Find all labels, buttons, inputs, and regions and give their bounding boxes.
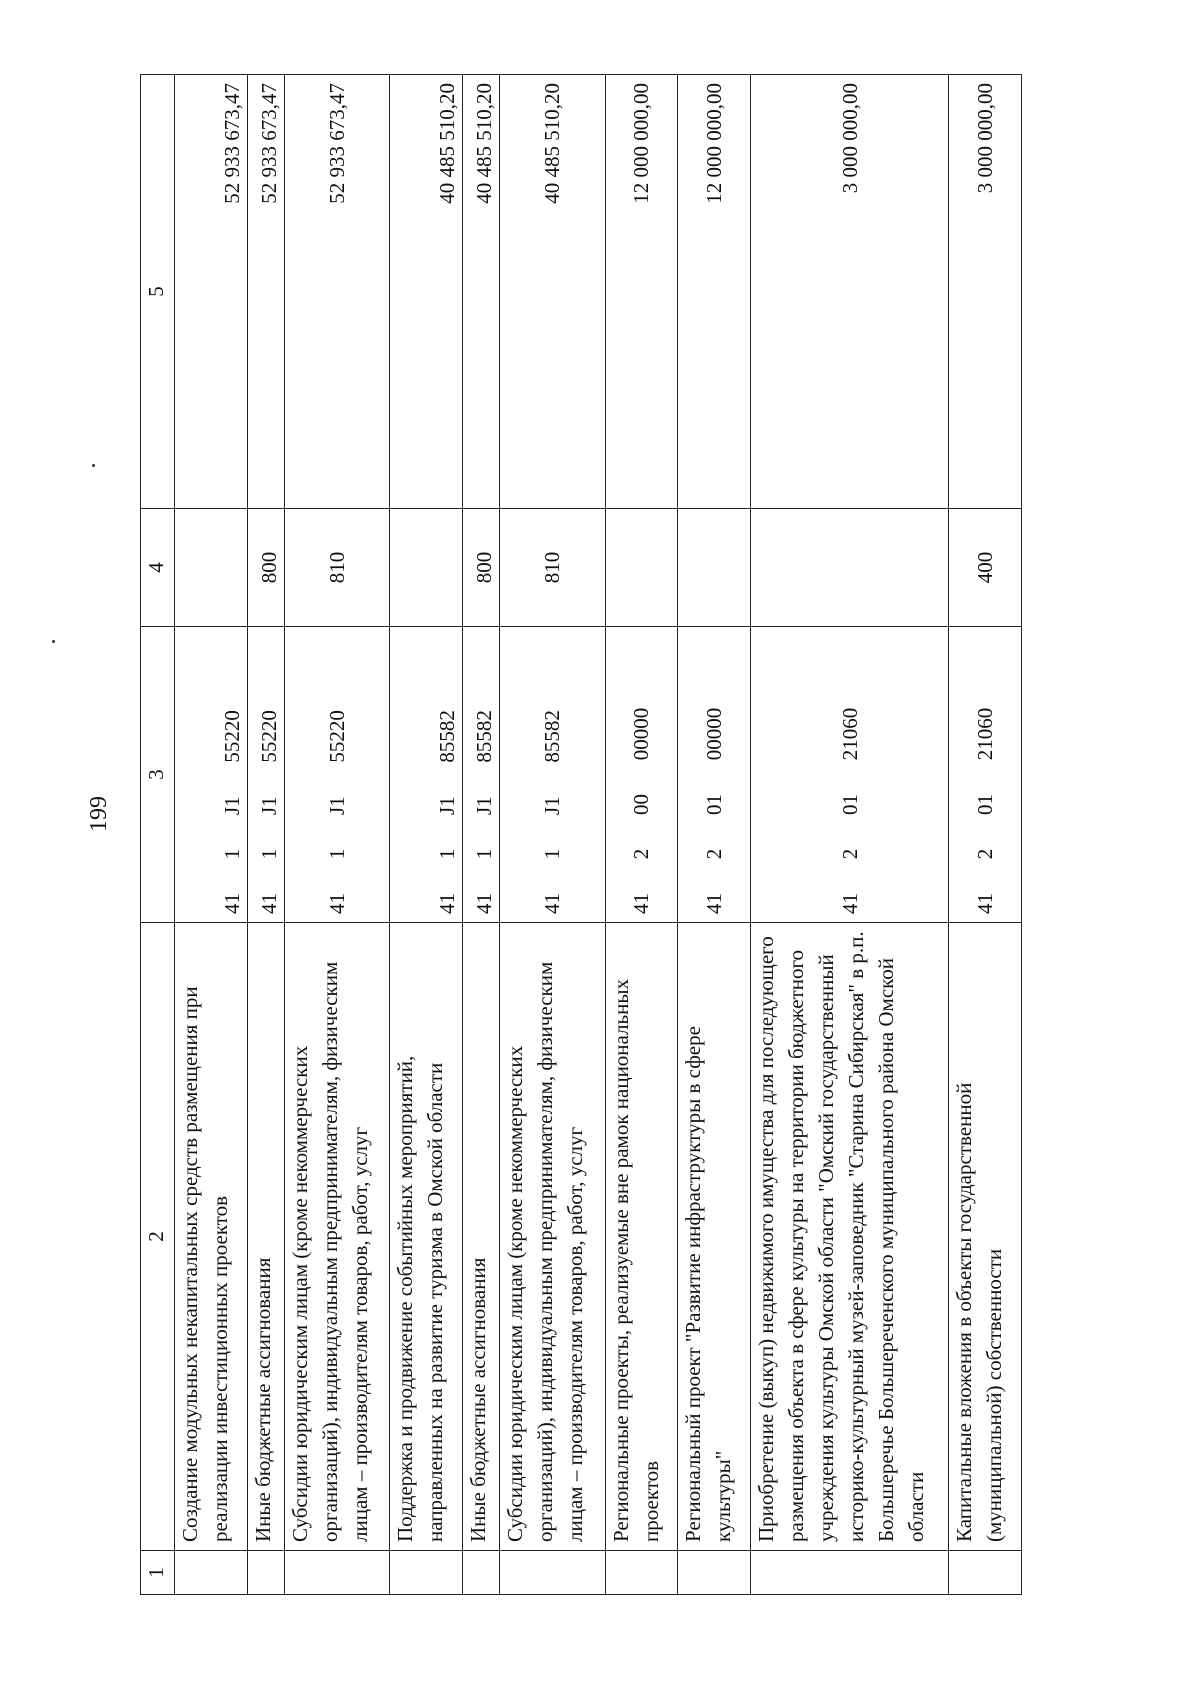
row-col-1 — [175, 1551, 248, 1595]
row-classification-code: 41 1 J1 55220 — [284, 627, 389, 923]
row-classification-code: 41 1 J1 85582 — [462, 627, 499, 923]
row-description: Приобретение (выкуп) недвижимого имущества для последующего размещения объекта в сфере культуры на территории бюджетного учреждения культуры Омской области "Омский государственный историко-культурный музей-заповедник "Старина Сибирская" в р.п. Большеречье Большереченского муниципального района Омской области — [750, 923, 949, 1551]
row-col-1 — [462, 1551, 499, 1595]
row-col-1 — [284, 1551, 389, 1595]
row-description: Капитальные вложения в объекты государственной (муниципальной) собственности — [949, 923, 1022, 1551]
row-amount: 3 000 000,00 — [750, 75, 949, 509]
row-amount: 3 000 000,00 — [949, 75, 1022, 509]
page-number: 199 — [86, 796, 112, 832]
row-description: Создание модульных некапитальных средств размещения при реализации инвестиционных проектов — [175, 923, 248, 1551]
scan-speck — [52, 640, 55, 643]
row-description: Иные бюджетные ассигнования — [247, 923, 284, 1551]
row-col-1 — [247, 1551, 284, 1595]
row-classification-code: 41 2 01 21060 — [949, 627, 1022, 923]
row-expense-type: 800 — [462, 509, 499, 627]
table-row — [949, 75, 1022, 1595]
table-row — [500, 75, 605, 1595]
budget-table — [140, 74, 1022, 1595]
row-classification-code: 41 1 J1 55220 — [247, 627, 284, 923]
row-amount: 12 000 000,00 — [605, 75, 678, 509]
row-description: Поддержка и продвижение событийных мероприятий, направленных на развитие туризма в Омской области — [390, 923, 463, 1551]
row-classification-code: 41 2 01 21060 — [750, 627, 949, 923]
row-classification-code: 41 2 01 00000 — [678, 627, 751, 923]
row-classification-code: 41 2 00 00000 — [605, 627, 678, 923]
table-row — [750, 75, 949, 1595]
table-row — [247, 75, 284, 1595]
row-description: Субсидии юридическим лицам (кроме некоммерческих организаций), индивидуальным предпринимателям, физическим лицам – производителям товаров, работ, услуг — [500, 923, 605, 1551]
row-expense-type — [390, 509, 463, 627]
row-col-1 — [678, 1551, 751, 1595]
header-col-3: 3 — [141, 627, 175, 923]
row-description: Иные бюджетные ассигнования — [462, 923, 499, 1551]
row-amount: 52 933 673,47 — [175, 75, 248, 509]
row-description: Региональный проект "Развитие инфраструктуры в сфере культуры" — [678, 923, 751, 1551]
budget-table-rotated — [140, 75, 1022, 1595]
header-col-2: 2 — [141, 923, 175, 1551]
row-col-1 — [500, 1551, 605, 1595]
table-row — [175, 75, 248, 1595]
header-col-5: 5 — [141, 75, 175, 509]
row-col-1 — [949, 1551, 1022, 1595]
row-expense-type: 810 — [284, 509, 389, 627]
row-expense-type — [750, 509, 949, 627]
header-col-4: 4 — [141, 509, 175, 627]
row-expense-type — [678, 509, 751, 627]
row-description: Субсидии юридическим лицам (кроме некоммерческих организаций), индивидуальным предпринимателям, физическим лицам – производителям товаров, работ, услуг — [284, 923, 389, 1551]
row-description: Региональные проекты, реализуемые вне рамок национальных проектов — [605, 923, 678, 1551]
table-row — [462, 75, 499, 1595]
row-expense-type: 400 — [949, 509, 1022, 627]
row-amount: 12 000 000,00 — [678, 75, 751, 509]
row-classification-code: 41 1 J1 85582 — [500, 627, 605, 923]
table-row — [605, 75, 678, 1595]
row-col-1 — [750, 1551, 949, 1595]
row-expense-type: 800 — [247, 509, 284, 627]
header-col-1: 1 — [141, 1551, 175, 1595]
row-expense-type — [175, 509, 248, 627]
scan-speck — [92, 464, 95, 467]
row-classification-code: 41 1 J1 55220 — [175, 627, 248, 923]
table-row — [390, 75, 463, 1595]
row-expense-type — [605, 509, 678, 627]
row-amount: 40 485 510,20 — [462, 75, 499, 509]
row-amount: 52 933 673,47 — [247, 75, 284, 509]
table-row — [678, 75, 751, 1595]
table-row — [284, 75, 389, 1595]
row-expense-type: 810 — [500, 509, 605, 627]
row-amount: 52 933 673,47 — [284, 75, 389, 509]
row-amount: 40 485 510,20 — [500, 75, 605, 509]
row-amount: 40 485 510,20 — [390, 75, 463, 509]
row-classification-code: 41 1 J1 85582 — [390, 627, 463, 923]
row-col-1 — [605, 1551, 678, 1595]
row-col-1 — [390, 1551, 463, 1595]
table-header-row — [141, 75, 175, 1595]
